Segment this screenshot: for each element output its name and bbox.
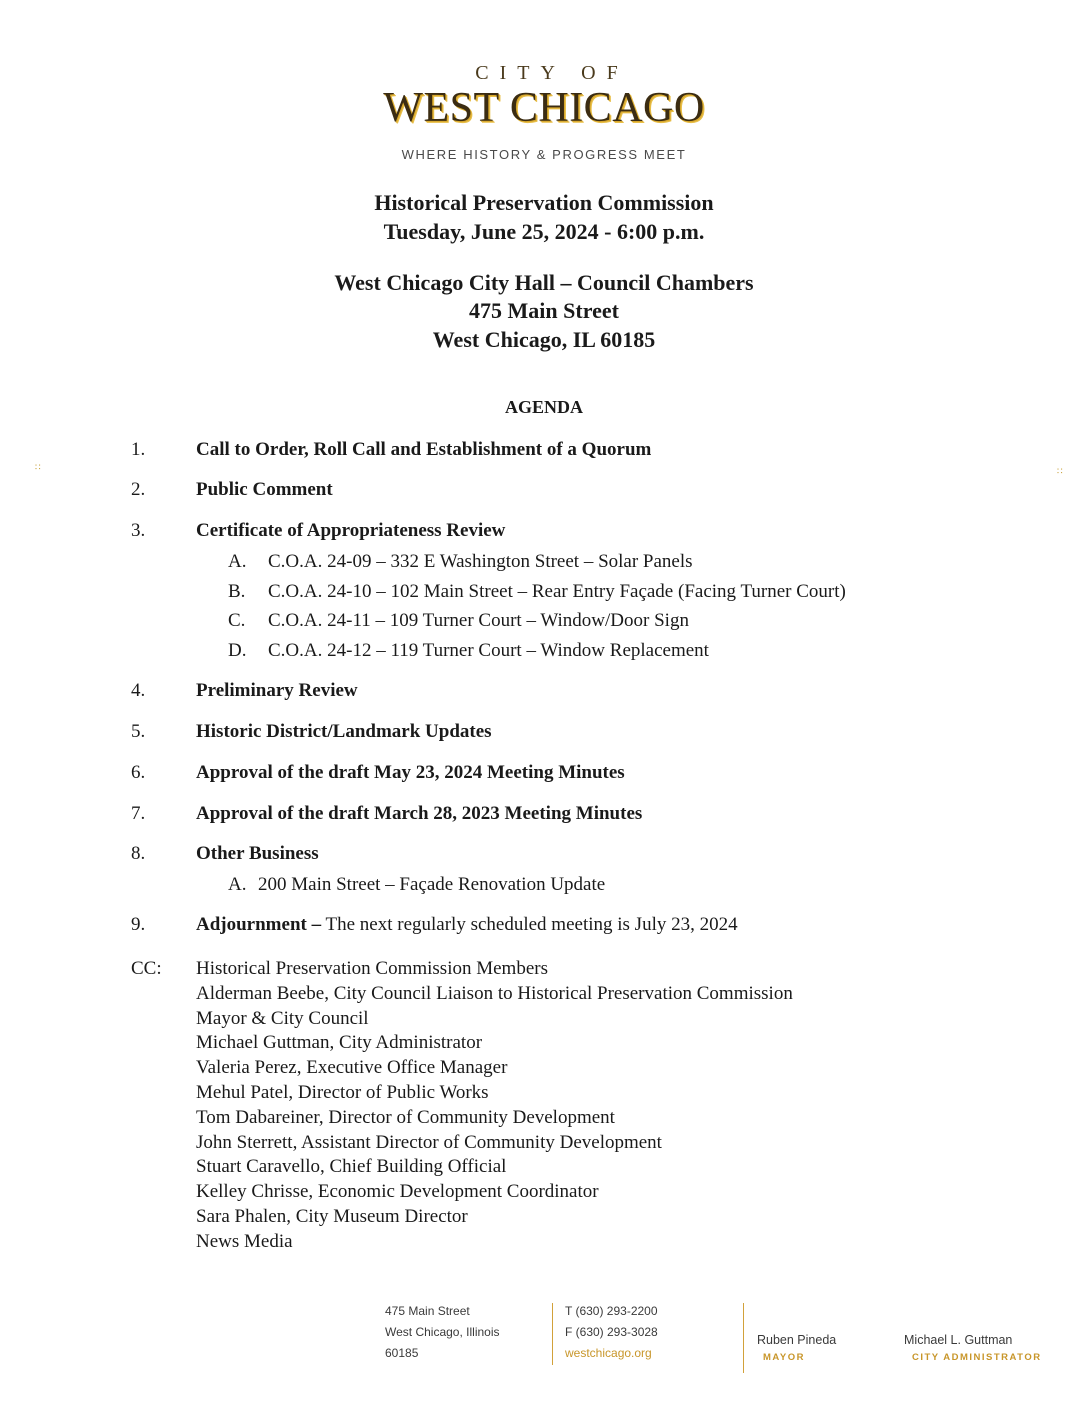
- logo-west-chicago: WEST CHICAGO: [383, 85, 705, 131]
- agenda-item-coa-review: Certificate of Appropriateness Review: [196, 520, 506, 541]
- cc-recipient: Tom Dabareiner, Director of Community Development: [196, 1106, 615, 1128]
- administrator-title: CITY ADMINISTRATOR: [912, 1352, 1042, 1363]
- venue-street: 475 Main Street: [469, 298, 619, 323]
- cc-recipient: Stuart Caravello, Chief Building Official: [196, 1156, 507, 1178]
- footer-divider: [743, 1303, 744, 1373]
- item-number: 7.: [131, 803, 146, 824]
- agenda-subitem: B. C.O.A. 24-10 – 102 Main Street – Rear Entry Façade (Facing Turner Court): [228, 581, 846, 602]
- agenda-item-public-comment: Public Comment: [196, 479, 333, 500]
- agenda-subitem: A. C.O.A. 24-09 – 332 E Washington Street – Solar Panels: [228, 551, 693, 572]
- venue-name: West Chicago City Hall – Council Chambers: [334, 270, 754, 295]
- item-number: 5.: [131, 721, 146, 742]
- footer-website-link[interactable]: westchicago.org: [565, 1346, 652, 1360]
- mayor-name: Ruben Pineda: [757, 1333, 837, 1347]
- administrator-name: Michael L. Guttman: [904, 1333, 1013, 1347]
- cc-recipient: Alderman Beebe, City Council Liaison to Historical Preservation Commission: [196, 982, 793, 1004]
- agenda-item-minutes-march: Approval of the draft March 28, 2023 Meeting Minutes: [196, 803, 643, 824]
- cc-recipient: Sara Phalen, City Museum Director: [196, 1205, 468, 1227]
- item-number: 1.: [131, 439, 146, 460]
- item-number: 6.: [131, 762, 146, 783]
- logo-tagline: WHERE HISTORY & PROGRESS MEET: [401, 147, 687, 162]
- scan-mark: ∷: [1057, 467, 1063, 477]
- cc-recipient: John Sterrett, Assistant Director of Community Development: [196, 1131, 662, 1153]
- mayor-title: MAYOR: [763, 1352, 805, 1363]
- footer-address: 475 Main Street West Chicago, Illinois 60185: [385, 1304, 500, 1360]
- agenda-item-historic-district: Historic District/Landmark Updates: [196, 721, 492, 742]
- agenda-subitem: C. C.O.A. 24-11 – 109 Turner Court – Window/Door Sign: [228, 610, 689, 631]
- agenda-title: AGENDA: [504, 397, 583, 417]
- agenda-item-call-to-order: Call to Order, Roll Call and Establishment of a Quorum: [196, 439, 652, 460]
- cc-label: CC:: [131, 958, 162, 979]
- item-number: 3.: [131, 520, 146, 541]
- agenda-item-minutes-may: Approval of the draft May 23, 2024 Meeting Minutes: [196, 762, 625, 783]
- item-number: 4.: [131, 680, 146, 701]
- cc-recipient-list: [196, 957, 793, 1255]
- agenda-item-preliminary-review: Preliminary Review: [196, 680, 358, 701]
- agenda-subitem: D. C.O.A. 24-12 – 119 Turner Court – Window Replacement: [228, 640, 709, 661]
- venue-city: West Chicago, IL 60185: [432, 327, 656, 352]
- commission-title: Historical Preservation Commission: [374, 190, 714, 215]
- logo-city-of: CITY OF: [475, 62, 629, 84]
- cc-recipient: News Media: [196, 1230, 293, 1252]
- agenda-subitem: A. 200 Main Street – Façade Renovation Update: [228, 874, 606, 895]
- agenda-item-adjournment: Adjournment – The next regularly scheduled meeting is July 23, 2024: [196, 914, 738, 935]
- footer-divider: [552, 1303, 553, 1365]
- cc-recipient: Mehul Patel, Director of Public Works: [196, 1081, 489, 1103]
- footer-contact: T (630) 293-2200 F (630) 293-3028 westchicago.org: [565, 1301, 658, 1364]
- agenda-item-other-business: Other Business: [196, 843, 319, 864]
- cc-recipient: Historical Preservation Commission Members: [196, 958, 548, 979]
- cc-recipient: Mayor & City Council: [196, 1007, 369, 1029]
- cc-recipient: Valeria Perez, Executive Office Manager: [196, 1057, 508, 1079]
- item-number: 9.: [131, 914, 146, 935]
- item-number: 2.: [131, 479, 146, 500]
- scan-mark: ∷: [35, 463, 41, 473]
- meeting-datetime: Tuesday, June 25, 2024 - 6:00 p.m.: [383, 219, 705, 244]
- item-number: 8.: [131, 843, 146, 864]
- cc-recipient: Kelley Chrisse, Economic Development Coordinator: [196, 1181, 599, 1203]
- cc-recipient: Michael Guttman, City Administrator: [196, 1032, 483, 1054]
